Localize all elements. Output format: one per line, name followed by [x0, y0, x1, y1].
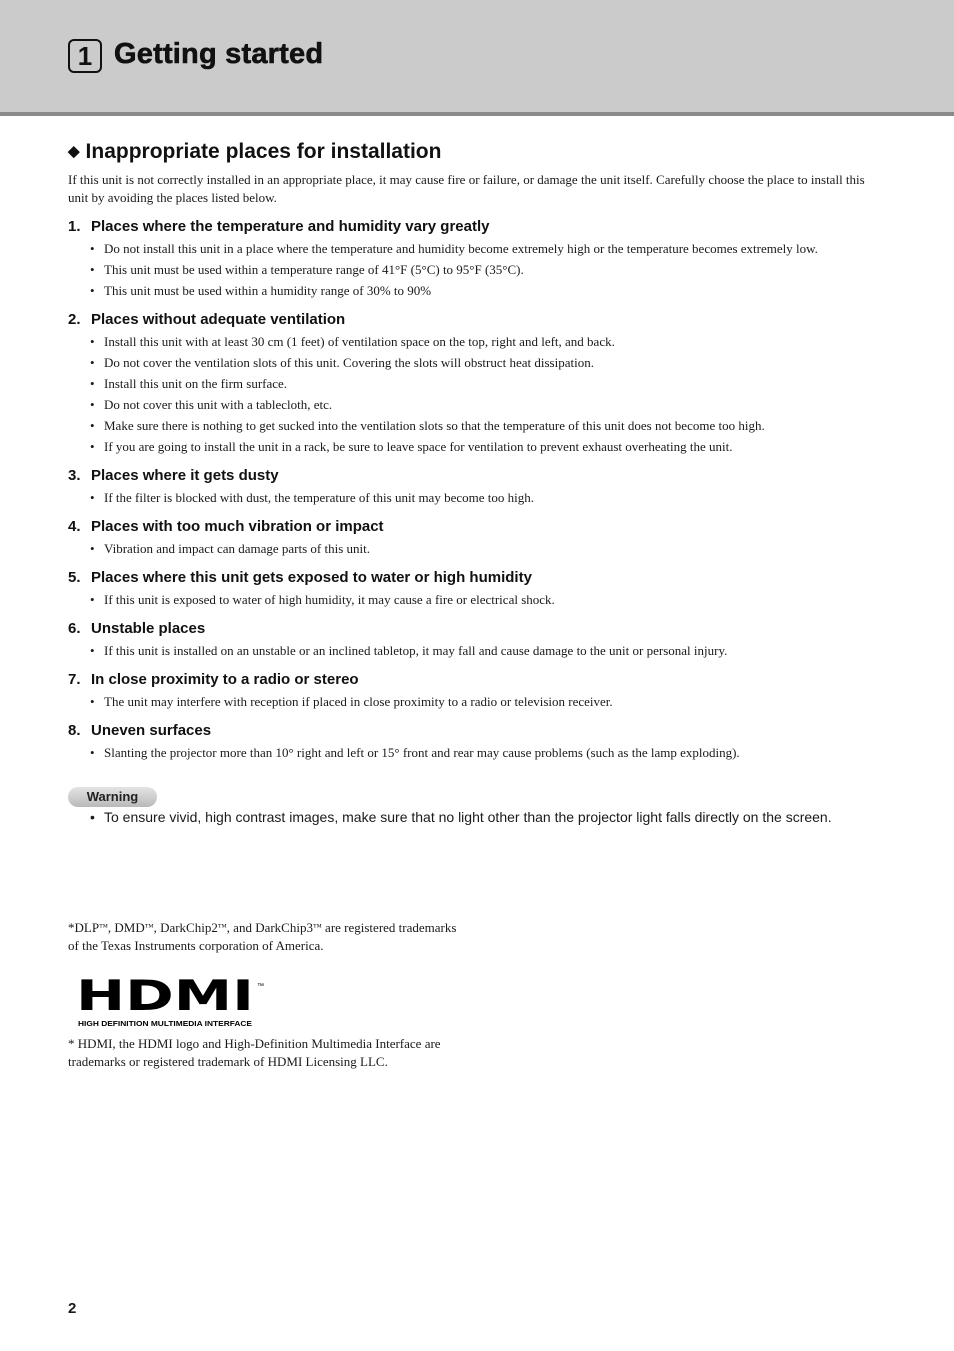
- item-heading: [68, 568, 886, 588]
- hdmi-logo-tm: ™: [257, 983, 264, 990]
- item-number: 5.: [68, 569, 81, 586]
- warning-item: • To ensure vivid, high contrast images, make sure that no light other than the projector light falls directly on the screen.: [90, 809, 832, 825]
- item-heading-text: Places without adequate ventilation: [91, 311, 346, 328]
- item-heading: [68, 670, 886, 690]
- item-number: 6.: [68, 620, 81, 637]
- item-heading: [68, 217, 886, 237]
- list-item-text: If this unit is exposed to water of high humidity, it may cause a fire or electrical shock.: [104, 592, 555, 607]
- bullet-icon: •: [90, 809, 95, 825]
- list-item: [68, 261, 886, 279]
- item-heading-text: Places where it gets dusty: [91, 467, 279, 484]
- item-number: 8.: [68, 722, 81, 739]
- item-heading-text: In close proximity to a radio or stereo: [91, 671, 359, 688]
- bullet-icon: •: [90, 241, 95, 256]
- diamond-icon: ◆: [68, 143, 80, 160]
- bullet-icon: •: [90, 592, 95, 607]
- list-item: [68, 333, 886, 351]
- bullet-list: [68, 489, 886, 507]
- list-item: [68, 693, 886, 711]
- bullet-icon: •: [90, 694, 95, 709]
- chapter-title: Getting started: [114, 38, 324, 70]
- list-item-text: Make sure there is nothing to get sucked into the ventilation slots so that the temperature of this unit does not become too high.: [104, 418, 765, 433]
- list-item-text: The unit may interfere with reception if placed in close proximity to a radio or television receiver.: [104, 694, 613, 709]
- list-item-text: Install this unit with at least 30 cm (1 feet) of ventilation space on the top, right and left, and back.: [104, 334, 615, 349]
- list-item-text: Install this unit on the firm surface.: [104, 376, 288, 391]
- item-heading-text: Places with too much vibration or impact: [91, 518, 384, 535]
- list-item: [68, 489, 886, 507]
- list-item: [68, 591, 886, 609]
- trademark-note: [68, 918, 468, 955]
- list-item-text: Do not cover this unit with a tablecloth, etc.: [104, 397, 333, 412]
- hdmi-logo-text: HDMI: [76, 978, 254, 1020]
- bullet-list: [68, 240, 886, 300]
- list-item: [68, 540, 886, 558]
- hdmi-note: * HDMI, the HDMI logo and High-Definition Multimedia Interface are trademarks or registered trademark of HDMI Licensing LLC.: [68, 1036, 441, 1069]
- list-item: [68, 240, 886, 258]
- item-heading: [68, 466, 886, 486]
- list-item: [68, 438, 886, 456]
- list-item-text: If you are going to install the unit in a rack, be sure to leave space for ventilation to prevent exhaust overheating the unit.: [104, 439, 733, 454]
- bullet-icon: •: [90, 262, 95, 277]
- item-heading: [68, 721, 886, 741]
- bullet-icon: •: [90, 490, 95, 505]
- bullet-icon: •: [90, 283, 95, 298]
- item-heading: [68, 517, 886, 537]
- bullet-icon: •: [90, 745, 95, 760]
- item-heading-text: Places where this unit gets exposed to water or high humidity: [91, 569, 532, 586]
- item-number: 4.: [68, 518, 81, 535]
- list-item-text: If this unit is installed on an unstable or an inclined tabletop, it may fall and cause damage to the unit or personal injury.: [104, 643, 728, 658]
- bullet-list: [68, 540, 886, 558]
- bullet-icon: •: [90, 541, 95, 556]
- bullet-list: [68, 693, 886, 711]
- section-title: [68, 138, 886, 168]
- list-item: [68, 354, 886, 372]
- list-item: [68, 396, 886, 414]
- bullet-icon: •: [90, 355, 95, 370]
- main-content: [68, 138, 886, 830]
- bullet-list: [68, 744, 886, 762]
- list-item: [68, 282, 886, 300]
- bullet-icon: •: [90, 643, 95, 658]
- chapter-number: 1: [68, 39, 102, 73]
- item-heading-text: Places where the temperature and humidity vary greatly: [91, 218, 490, 235]
- item-number: 1.: [68, 218, 81, 235]
- hdmi-logo-subtitle: HIGH DEFINITION MULTIMEDIA INTERFACE: [78, 1019, 253, 1028]
- list-item: [68, 744, 886, 762]
- bullet-icon: •: [90, 376, 95, 391]
- bullet-list: [68, 333, 886, 456]
- list-item-text: Do not install this unit in a place where the temperature and humidity become extremely high or the temperature becomes extremely low.: [104, 241, 818, 256]
- list-item-text: If the filter is blocked with dust, the temperature of this unit may become too high.: [104, 490, 534, 505]
- header-rule: [0, 112, 954, 116]
- bullet-icon: •: [90, 439, 95, 454]
- bullet-icon: •: [90, 397, 95, 412]
- warning-badge: Warning: [68, 787, 157, 807]
- list-item-text: This unit must be used within a temperature range of 41°F (5°C) to 95°F (35°C).: [104, 262, 524, 277]
- list-item-text: Slanting the projector more than 10° right and left or 15° front and rear may cause problems (such as the lamp exploding).: [104, 745, 740, 760]
- bullet-list: [68, 591, 886, 609]
- section-title-text: Inappropriate places for installation: [85, 140, 442, 163]
- list-item-text: Vibration and impact can damage parts of this unit.: [104, 541, 371, 556]
- item-heading-text: Uneven surfaces: [91, 722, 212, 739]
- bullet-icon: •: [90, 418, 95, 433]
- warning-list: [68, 807, 886, 827]
- list-item: [68, 642, 886, 660]
- trademark-text: *DLP™, DMD™, DarkChip2™, and DarkChip3™ are registered trademarks of the Texas Instruments corporation of America.: [68, 920, 457, 953]
- item-heading-text: Unstable places: [91, 620, 206, 637]
- item-number: 7.: [68, 671, 81, 688]
- item-list: [68, 217, 886, 762]
- item-number: 3.: [68, 467, 81, 484]
- hdmi-logo: [76, 978, 276, 1028]
- section-intro: If this unit is not correctly installed in an appropriate place, it may cause fire or failure, or damage the unit itself. Carefully choose the place to install this unit by avoiding the places listed below.: [68, 172, 865, 205]
- list-item: [68, 417, 886, 435]
- list-item: [68, 375, 886, 393]
- bullet-list: [68, 642, 886, 660]
- bullet-icon: •: [90, 334, 95, 349]
- list-item-text: Do not cover the ventilation slots of this unit. Covering the slots will obstruct heat dissipation.: [104, 355, 594, 370]
- list-item-text: This unit must be used within a humidity range of 30% to 90%: [104, 283, 432, 298]
- page-number: 2: [68, 1300, 77, 1317]
- item-heading: [68, 310, 886, 330]
- item-number: 2.: [68, 311, 81, 328]
- item-heading: [68, 619, 886, 639]
